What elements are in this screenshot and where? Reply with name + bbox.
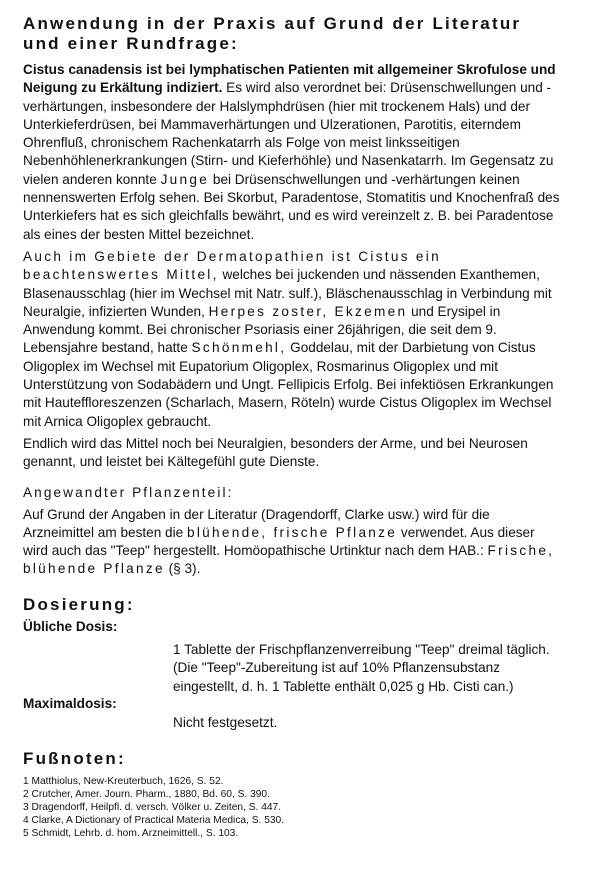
paragraph-text: (§ 3). — [164, 561, 201, 577]
footnote-item: 1 Matthiolus, New-Kreuterbuch, 1626, S. 52. — [23, 775, 224, 787]
spaced-plant: blühende, frische Pflanze — [186, 524, 398, 540]
paragraph-pflanzenteil — [23, 506, 563, 579]
usual-dose-label: Übliche Dosis: — [23, 618, 118, 634]
usual-dose-note: (Die "Teep"-Zubereitung ist auf 10% Pflanzensubstanz eingestellt, d. h. 1 Tablette enthält 0,025 g Hb. Cisti can.) — [173, 660, 514, 694]
author-name-schoenmehl: Schönmehl, — [191, 340, 287, 356]
section-heading-fussnoten: Fußnoten: — [23, 748, 126, 768]
paragraph-text: Auf Grund der Angaben in der Literatur (Dragendorff, Clarke usw.) wird für die Arzneimittel am besten die — [23, 506, 490, 540]
paragraph-text: Goddelau, mit der Darbietung von Cistus Oligoplex im Wechsel mit Eupatorium Oligoplex, Rosmarinus Oligoplex und mit Unterstützung von Sodabädern und Ungt. Fellipicis Erfolg. Bei infektiösen Erkrankungen mit Hauteffloreszenzen (Scharlach, Masern, Röteln) wurde Cistus Oligoplex im Wechsel mit Arnica Oligoplex gebraucht. — [23, 340, 554, 429]
section-heading-pflanzenteil: Angewandter Pflanzenteil: — [23, 484, 234, 500]
paragraph-text: bei Drüsenschwellungen und -verhärtungen keinen nennenswerten Erfolg sehen. Bei Skorbut, Paradentose, Stomatitis und Knochenfraß des Unterkiefers hat es sich gleichfalls bewährt, und es wird vereinzelt z. B. bei Paradentose als eines der besten Mittel bezeichnet. — [23, 171, 560, 242]
max-dose-row — [23, 695, 563, 733]
usual-dose-row — [23, 618, 563, 696]
paragraph-text: Es wird also verordnet bei: Drüsenschwellungen und -verhärtungen, insbesondere der Halslymphdrüsen (hier mit trockenem Hals) und der Unterkieferdrüsen, bei Mammaverhärtungen und Ulzerationen, Parotitis, eiterndem Ohrenfluß, chronischem Rachenkatarrh als Folge von meist linksseitigen Nebenhöhlenerkrankungen (Stirn- und Kieferhöhle) und Nasenkatarrh. Im Gegensatz zu vielen anderen konnte — [23, 80, 554, 187]
usual-dose-text — [173, 641, 563, 696]
section-heading-dosierung: Dosierung: — [23, 594, 135, 614]
paragraph-text: und Erysipel in Anwendung kommt. Bei chronischer Psoriasis einer 26jährigen, die seit dem 9. Lebensjahre bestand, hatte — [23, 303, 501, 356]
usual-dose-line: 1 Tablette der Frischpflanzenverreibung "Teep" dreimal täglich. — [173, 642, 550, 658]
max-dose-text: Nicht festgesetzt. — [173, 715, 278, 731]
heading-line-1: Anwendung in der Praxis auf Grund der Literatur — [23, 14, 522, 33]
spaced-lead: Auch im Gebiete der Dermatopathien ist Cistus ein beachtenswertes Mittel, — [23, 248, 441, 283]
section-heading-praxis — [23, 14, 563, 54]
footnote-item: 4 Clarke, A Dictionary of Practical Materia Medica, S. 530. — [23, 815, 285, 827]
max-dose-label: Maximaldosis: — [23, 695, 117, 711]
spaced-herpes: Herpes zoster, Ekzemen — [208, 303, 408, 319]
indication-bold: Cistus canadensis ist bei lymphatischen Patienten mit allgemeiner Skrofulose und Neigung zu Erkältung indiziert. — [23, 62, 556, 96]
heading-line-2: und einer Rundfrage: — [23, 34, 239, 53]
paragraph-dermatopathien — [23, 248, 563, 431]
footnote-item: 2 Crutcher, Amer. Journ. Pharm., 1880, Bd. 60, S. 390. — [23, 788, 270, 800]
spaced-plant-2: Frische, blühende Pflanze — [23, 543, 555, 577]
document-page — [23, 14, 563, 841]
paragraph-neuralgien: Endlich wird das Mittel noch bei Neuralgien, besonders der Arme, und bei Neurosen genannt, und leistet bei Kältegefühl gute Dienste. — [23, 435, 528, 470]
paragraph-text: welches bei juckenden und nässenden Exanthemen, Blasenausschlag (hier im Wechsel mit Natr. sulf.), Bläschenausschlag in Verbindung mit Neuralgie, infizierten Wunden, — [23, 267, 552, 319]
footnote-item: 3 Dragendorff, Heilpfl. d. versch. Völker u. Zeiten, S. 447. — [23, 801, 282, 813]
paragraph-indication — [23, 61, 563, 244]
footnote-list — [23, 775, 563, 841]
author-name-junge: Junge — [160, 171, 210, 187]
footnote-item: 5 Schmidt, Lehrb. d. hom. Arzneimittell., S. 103. — [23, 828, 239, 840]
paragraph-text: verwendet. Aus dieser wird auch das "Teep" hergestellt. Homöopathische Urtinktur nach dem HAB.: — [23, 524, 535, 559]
